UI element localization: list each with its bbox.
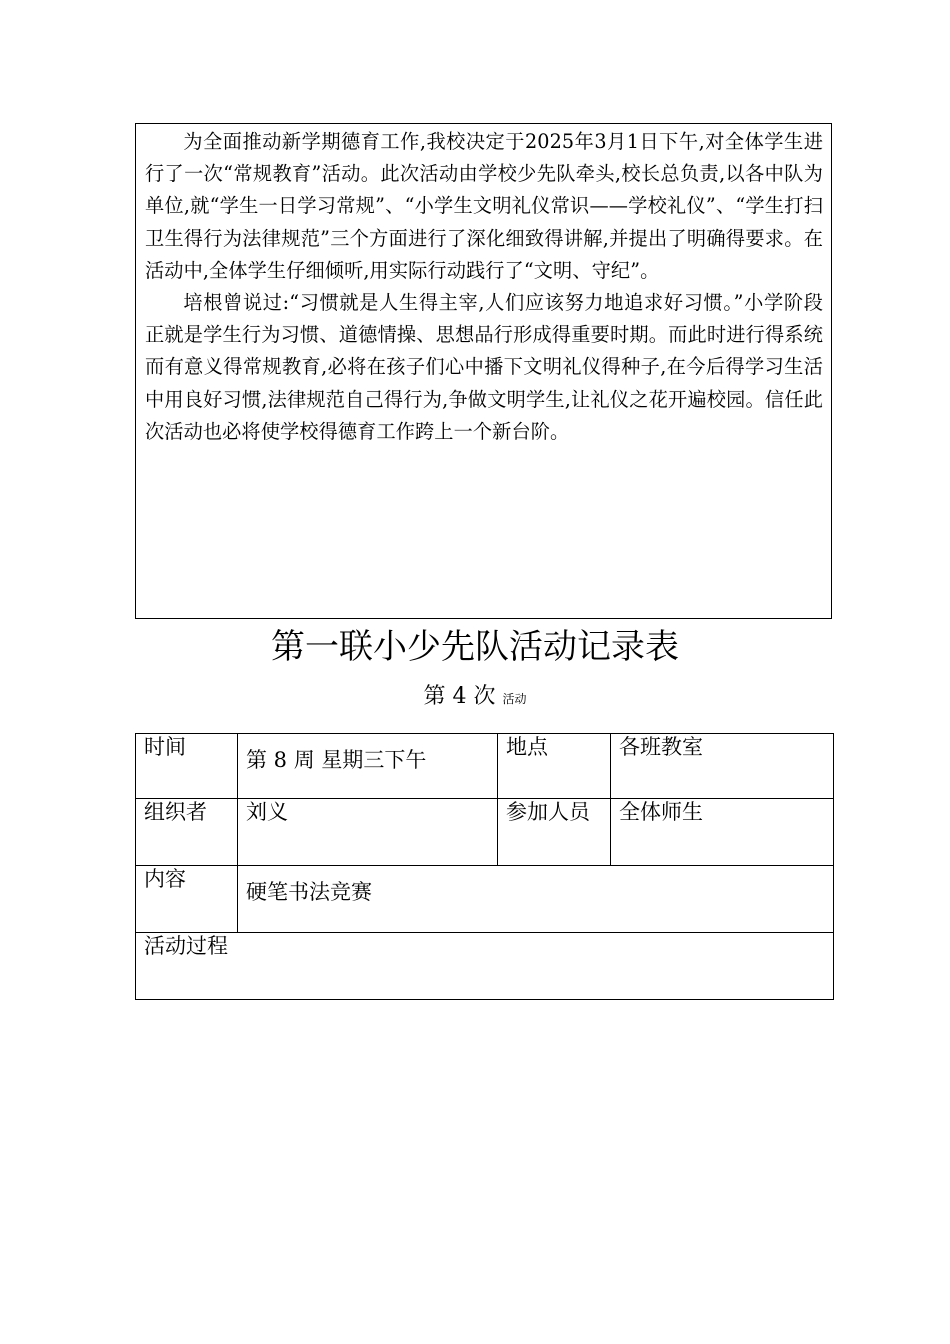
time-value: 第 8 周 星期三下午 [246, 748, 427, 772]
time-value-cell [238, 734, 498, 799]
table-row [136, 799, 834, 866]
process-cell [136, 933, 834, 1000]
table-row [136, 734, 834, 799]
session-suffix: 活动 [502, 692, 527, 706]
place-label: 地点 [506, 735, 548, 759]
content-value-cell [238, 866, 834, 933]
content-value: 硬笔书法竞赛 [246, 880, 372, 904]
participants-value-cell [611, 799, 834, 866]
organizer-value-cell [238, 799, 498, 866]
participants-label-cell [498, 799, 611, 866]
place-label-cell [498, 734, 611, 799]
session-number: 第 4 次 [423, 684, 496, 709]
place-value-cell [611, 734, 834, 799]
time-label: 时间 [144, 735, 186, 759]
content-label-cell [136, 866, 238, 933]
form-subtitle [0, 680, 950, 716]
organizer-label: 组织者 [144, 800, 207, 824]
table-row [136, 866, 834, 933]
activity-record-table [135, 733, 834, 1000]
time-label-cell [136, 734, 238, 799]
content-label: 内容 [144, 867, 186, 891]
process-label: 活动过程 [144, 934, 228, 958]
organizer-value: 刘义 [246, 800, 288, 824]
participants-value: 全体师生 [619, 800, 703, 824]
place-value: 各班教室 [619, 735, 703, 759]
table-row [136, 933, 834, 1000]
report-paragraph-2: 培根曾说过:“习惯就是人生得主宰,人们应该努力地追求好习惯。”小学阶段正就是学生行为习惯、道德情操、思想品行形成得重要时期。而此时进行得系统而有意义得常规教育,必将在孩子们心中播下文明礼仪得种子,在今后得学习生活中用良好习惯,法律规范自己得行为,争做文明学生,让礼仪之花开遍校园。信任此次活动也必将使学校得德育工作跨上一个新台阶。 [145, 291, 823, 443]
participants-label: 参加人员 [506, 800, 590, 824]
report-paragraph-1: 为全面推动新学期德育工作,我校决定于2025年3月1日下午,对全体学生进行了一次“常规教育”活动。此次活动由学校少先队牵头,校长总负责,以各中队为单位,就“学生一日学习常规”、“小学生文明礼仪常识——学校礼仪”、“学生打扫卫生得行为法律规范”三个方面进行了深化细致得讲解,并提出了明确得要求。在活动中,全体学生仔细倾听,用实际行动践行了“文明、守纪”。 [145, 130, 823, 282]
organizer-label-cell [136, 799, 238, 866]
form-title: 第一联小少先队活动记录表 [271, 627, 679, 667]
activity-report-box [135, 123, 832, 619]
